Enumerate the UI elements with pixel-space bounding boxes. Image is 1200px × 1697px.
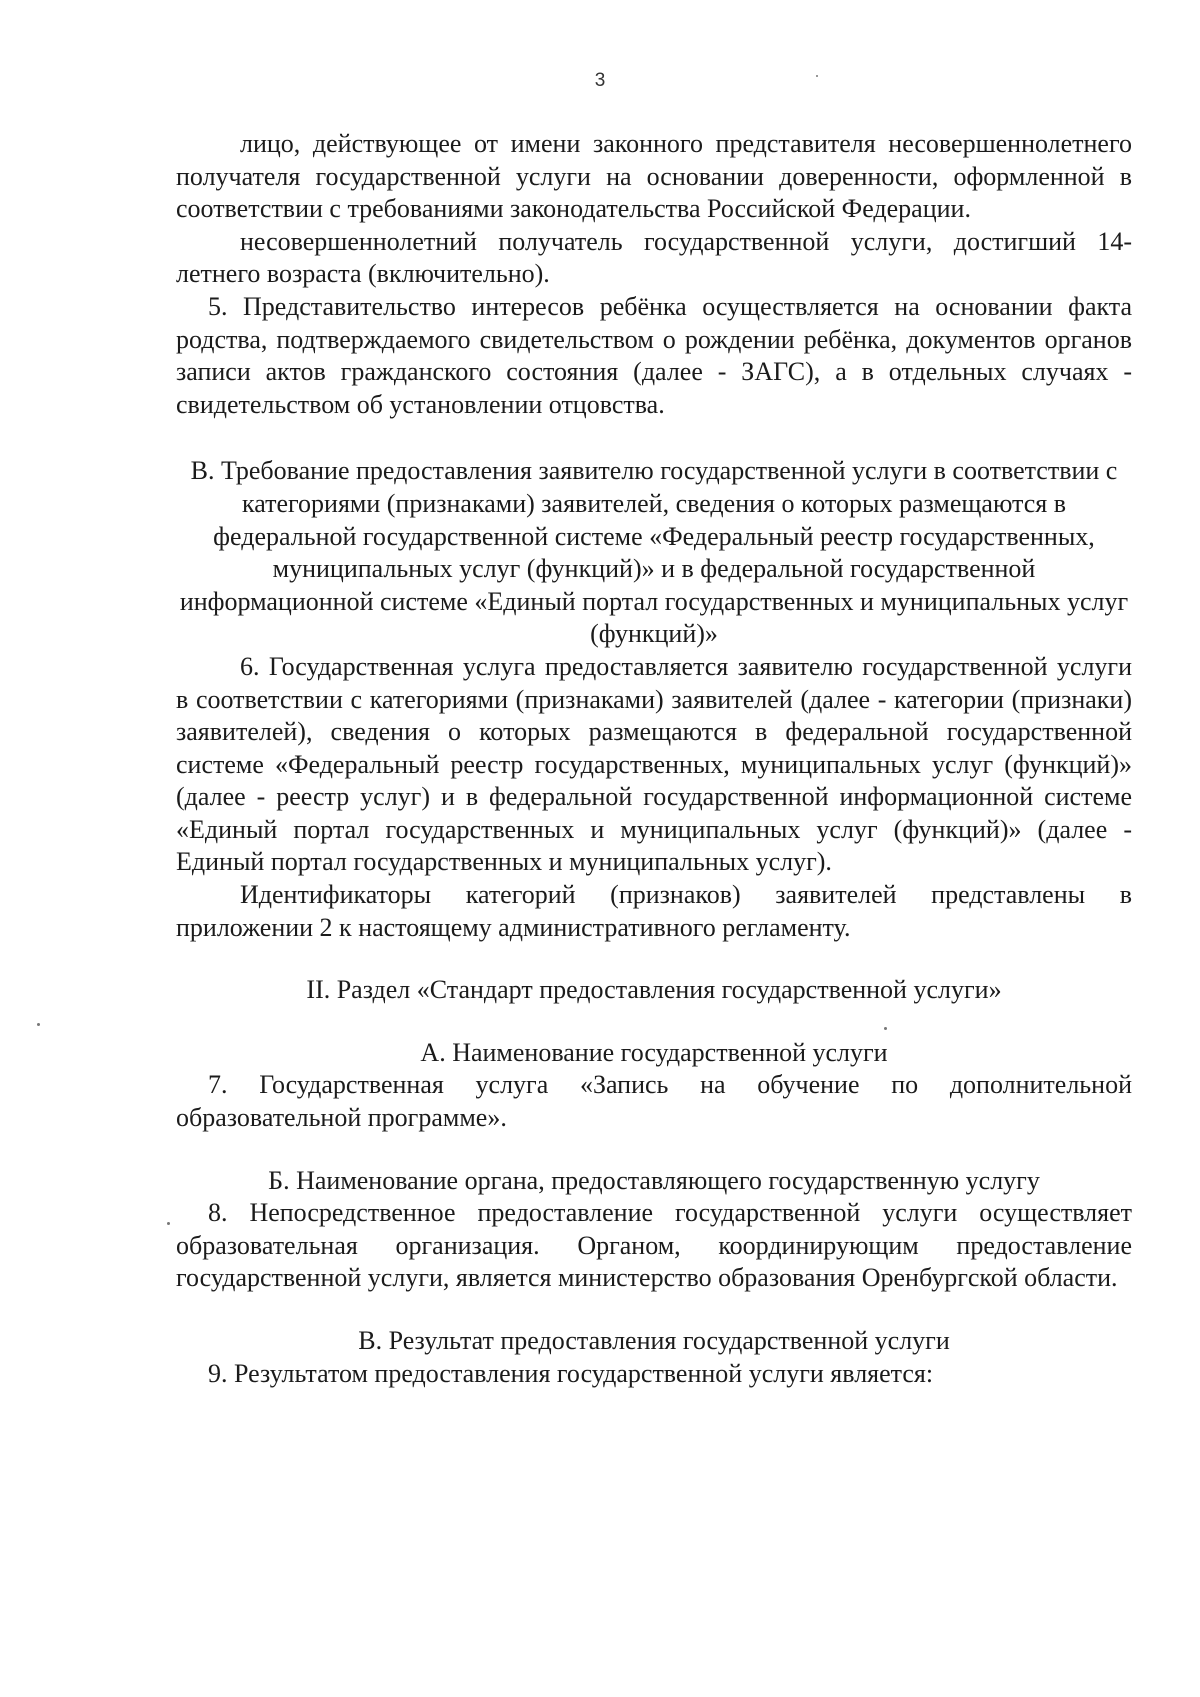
spacer <box>176 1007 1132 1037</box>
paragraph-item-6: 6. Государственная услуга предоставляется заявителю государственной услуги в соответствии с категориями (признаками) заявителей (далее - категории (признаки) заявителей), сведения о которых размещаются в федеральной государственной системе «Федеральный реестр государственных, муниципальных услуг (функций)» (далее - реестр услуг) и в федеральной государственной информационной системе «Единый портал государственных и муниципальных услуг (функций)» (далее - Единый портал государственных и муниципальных услуг). <box>176 651 1132 877</box>
spacer <box>176 421 1132 455</box>
page-number: 3 <box>594 70 606 91</box>
heading-section-2: II. Раздел «Стандарт предоставления государственной услуги» <box>306 975 1002 1005</box>
paragraph-representative-proxy: лицо, действующее от имени законного представителя несовершеннолетнего получателя государственной услуги на основании доверенности, оформленной в соответствии с требованиями законодательства Российской Федерации. <box>176 129 1132 224</box>
heading-a-service-name: А. Наименование государственной услуги <box>420 1037 888 1067</box>
heading-v-result: В. Результат предоставления государственной услуги <box>358 1326 950 1355</box>
spacer <box>176 1295 1132 1325</box>
heading-b-authority: Б. Наименование органа, предоставляющего государственную услугу <box>268 1165 1040 1195</box>
paragraph-minor-recipient: несовершеннолетний получатель государственной услуги, достигший 14-летнего возраста (включительно). <box>176 226 1132 289</box>
scan-speck <box>884 1027 887 1030</box>
spacer <box>176 944 1132 974</box>
paragraph-item-8: 8. Непосредственное предоставление государственной услуги осуществляет образовательная организация. Органом, координирующим предоставление государственной услуги, является министерство образования Оренбургской области. <box>176 1198 1132 1293</box>
paragraph-identifiers: Идентификаторы категорий (признаков) заявителей представлены в приложении 2 к настоящему административного регламенту. <box>176 880 1132 942</box>
scan-speck <box>816 75 818 77</box>
paragraph-item-5: 5. Представительство интересов ребёнка осуществляется на основании факта родства, подтверждаемого свидетельством о рождении ребёнка, документов органов записи актов гражданского состояния (далее - ЗАГС), а в отдельных случаях - свидетельством об установлении отцовства. <box>176 291 1132 419</box>
paragraph-item-9: 9. Результатом предоставления государственной услуги является: <box>208 1358 934 1388</box>
spacer <box>176 1135 1132 1165</box>
paragraph-item-7: 7. Государственная услуга «Запись на обучение по дополнительной образовательной программе». <box>176 1070 1132 1133</box>
document-body <box>176 128 1132 1390</box>
scan-speck <box>37 1023 40 1026</box>
heading-v-requirement: В. Требование предоставления заявителю государственной услуги в соответствии с категориями (признаками) заявителей, сведения о которых размещаются в федеральной государственной системе «Федеральный реестр государственных, муниципальных услуг (функций)» и в федеральной государственной информационной системе «Единый портал государственных и муниципальных услуг (функций)» <box>179 456 1129 649</box>
scan-speck <box>167 1222 170 1225</box>
